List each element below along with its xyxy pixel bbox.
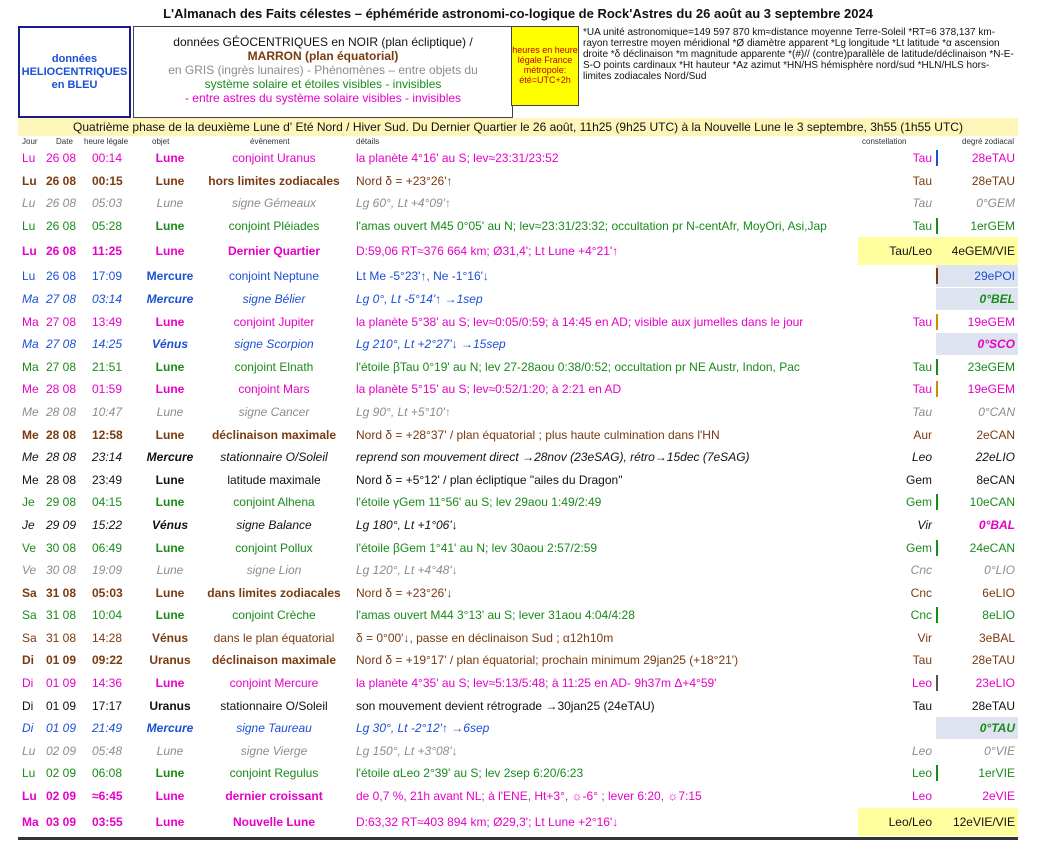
cell-date: 26 08 [46, 173, 77, 188]
geo-line-2: MARRON (plan équatorial) [247, 49, 399, 63]
geo-line-5: - entre astres du système solaire visibles - invisibles [184, 91, 462, 105]
cell-object: Lune [155, 676, 185, 691]
cell-day: Me [22, 472, 39, 487]
cell-constellation: Vir [917, 630, 932, 645]
cell-event: conjoint Mercure [229, 676, 319, 691]
constellation-marker [936, 314, 938, 330]
cell-object: Lune [155, 608, 185, 623]
phase-intro: Quatrième phase de la deuxième Lune d' Eté Nord / Hiver Sud. Du Dernier Quartier le 26 août, 11h25 (9h25 UTC) à la Nouvelle Lune le 3 septembre, 3h55 (1h55 UTC) [18, 118, 1018, 136]
cell-event: signe Vierge [240, 743, 308, 758]
abbrev-legend: *UA unité astronomique=149 597 870 km≈distance moyenne Terre-Soleil *RT=6 378,137 km-rayon terrestre moyen méridional *Ø diamètre apparent *Lg longitude *Lt latitude *α ascension droite *δ déclinaison *m magnitude apparente *(#)// (contre)parallèle de latitude/déclinaison *N-E-S-O points cardinaux *Ht hauteur *Az azimut *HN/HS hémisphère nord/sud *HLN/HLS hors-limites zodiacales Nord/Sud [583, 27, 1014, 82]
cell-object: Lune [155, 314, 185, 329]
cell-date: 31 08 [46, 585, 77, 600]
col-header-details: détails [356, 137, 380, 146]
cell-details: la planète 5°15' au S; lev≈0:52/1:20; à 2:21 en AD [356, 382, 622, 397]
cell-degree: 6eLIO [982, 585, 1015, 600]
cell-date: 02 09 [46, 789, 77, 804]
cell-event: hors limites zodiacales [208, 173, 340, 188]
cell-day: Ma [22, 314, 39, 329]
cell-object: Lune [155, 540, 185, 555]
cell-time: 21:51 [92, 359, 123, 374]
cell-event: signe Taureau [236, 721, 312, 736]
cell-object: Lune [155, 766, 185, 781]
cell-date: 28 08 [46, 472, 77, 487]
geo-line-3: en GRIS (ingrès lunaires) - Phénomènes – entre objets du [168, 63, 478, 77]
cell-event: Dernier Quartier [227, 244, 321, 259]
cell-constellation: Tau [912, 218, 932, 233]
cell-degree: 0°LIO [984, 563, 1015, 578]
cell-event: signe Gémeaux [231, 196, 317, 211]
cell-time: 14:28 [92, 630, 123, 645]
cell-day: Di [22, 676, 34, 691]
cell-day: Di [22, 653, 34, 668]
cell-event: signe Balance [236, 517, 312, 532]
cell-date: 31 08 [46, 608, 77, 623]
cell-details: l'amas ouvert M45 0°05' au N; lev≈23:31/23:32; occultation pr N-centAfr, MoyOri, Asi,Jap [356, 218, 827, 233]
table-row [18, 401, 1018, 424]
cell-constellation: Gem [905, 495, 932, 510]
cell-event: dernier croissant [225, 789, 323, 804]
table-row [18, 311, 1018, 334]
constellation-marker [936, 359, 938, 375]
cell-date: 30 08 [46, 563, 77, 578]
cell-object: Lune [155, 789, 185, 804]
cell-object: Uranus [149, 698, 191, 713]
cell-date: 02 09 [46, 743, 77, 758]
cell-details: δ = 0°00'↓, passe en déclinaison Sud ; α12h10m [356, 630, 614, 645]
cell-degree: 23eGEM [967, 359, 1015, 374]
cell-degree: 0°BEL [936, 288, 1018, 310]
cell-details: Nord δ = +28°37' / plan équatorial ; plus haute culmination dans l'HN [356, 427, 720, 442]
cell-constellation: Leo [911, 676, 932, 691]
constellation-marker [936, 381, 938, 397]
cell-date: 27 08 [46, 359, 77, 374]
cell-date: 26 08 [46, 244, 77, 259]
cell-details: son mouvement devient rétrograde →30jan25 (24eTAU) [356, 698, 655, 713]
cell-time: 17:17 [92, 698, 123, 713]
cell-details: Nord δ = +5°12' / plan écliptique "ailes du Dragon" [356, 472, 623, 487]
col-header-jour: Jour [22, 137, 38, 146]
cell-object: Lune [156, 743, 184, 758]
cell-date: 27 08 [46, 337, 77, 352]
cell-day: Me [22, 450, 39, 465]
cell-day: Lu [22, 789, 37, 804]
cell-time: 03:55 [92, 814, 123, 829]
geo-line-4: système solaire et étoiles visibles - invisibles [204, 77, 442, 91]
cell-degree: 2eVIE [982, 789, 1015, 804]
cell-object: Lune [155, 218, 185, 233]
cell-date: 27 08 [46, 314, 77, 329]
cell-degree: 8eCAN [976, 472, 1015, 487]
cell-details: Lg 60°, Lt +4°09'↑ [356, 196, 451, 211]
cell-degree: 28eTAU [971, 698, 1015, 713]
constellation-marker [936, 540, 938, 556]
cell-details: l'étoile αLeo 2°39' au S; lev 2sep 6:20/6:23 [356, 766, 584, 781]
cell-constellation: Leo [911, 450, 932, 465]
cell-degree: 3eBAL [978, 630, 1015, 645]
cell-constellation: Tau [912, 196, 932, 211]
cell-date: 29 09 [46, 517, 77, 532]
cell-details: l'étoile βTau 0°19' au N; lev 27-28aou 0:38/0:52; occultation pr NE Austr, Indon, Pac [356, 359, 800, 374]
cell-degree: 0°GEM [976, 196, 1015, 211]
cell-day: Ma [22, 359, 39, 374]
cell-time: 12:58 [92, 427, 123, 442]
cell-day: Ma [22, 337, 39, 352]
cell-object: Lune [155, 244, 185, 259]
table-row [18, 288, 1018, 311]
cell-time: 09:22 [92, 653, 123, 668]
cell-object: Lune [155, 427, 185, 442]
cell-day: Sa [22, 608, 37, 623]
cell-object: Lune [155, 382, 185, 397]
constellation-marker [936, 218, 938, 234]
table-row [18, 672, 1018, 695]
cell-object: Lune [155, 151, 185, 165]
cell-constellation: Cnc [910, 563, 932, 578]
cell-degree: 0°SCO [936, 333, 1018, 355]
cell-details: Lt Me -5°23'↑, Ne -1°16'↓ [356, 269, 489, 284]
cell-object: Lune [156, 196, 184, 211]
table-row [18, 446, 1018, 469]
cell-constellation: Aur [913, 427, 932, 442]
cell-details: Lg 150°, Lt +3°08'↓ [356, 743, 458, 758]
cell-date: 31 08 [46, 630, 77, 645]
cell-event: signe Lion [246, 563, 302, 578]
cell-degree: 1erGEM [970, 218, 1015, 233]
cell-details: l'amas ouvert M44 3°13' au S; lever 31aou 4:04/4:28 [356, 608, 635, 623]
cell-date: 01 09 [46, 653, 77, 668]
constellation-marker [936, 494, 938, 510]
cell-time: 15:22 [92, 517, 123, 532]
cell-event: conjoint Crèche [232, 608, 316, 623]
cell-object: Vénus [151, 337, 188, 352]
cell-day: Lu [22, 218, 36, 233]
cell-time: 05:48 [92, 743, 123, 758]
cell-day: Lu [22, 269, 36, 284]
cell-time: 00:14 [92, 151, 123, 165]
cell-date: 26 08 [46, 269, 77, 284]
cell-degree: 2eCAN [976, 427, 1015, 442]
cell-details: la planète 4°16' au S; lev≈23:31/23:52 [356, 151, 559, 165]
cell-constellation: Cnc [910, 585, 932, 600]
cell-degree: 10eCAN [969, 495, 1015, 510]
constellation-marker [936, 150, 938, 166]
cell-event: conjoint Uranus [232, 151, 316, 165]
cell-details: de 0,7 %, 21h avant NL; à l'ENE, Ht+3°, ☼-6° ; lever 6:20, ☼7:15 [356, 789, 702, 804]
cell-date: 03 09 [46, 814, 77, 829]
cell-event: latitude maximale [227, 472, 321, 487]
table-row [18, 192, 1018, 215]
cell-day: Ma [22, 291, 39, 306]
cell-day: Me [22, 404, 39, 419]
cell-degree: 4eGEM/VIE [936, 237, 1018, 265]
cell-day: Lu [22, 743, 36, 758]
table-row [18, 215, 1018, 238]
cell-details: reprend son mouvement direct →28nov (23eSAG), rétro→15dec (7eSAG) [356, 450, 750, 465]
cell-day: Me [22, 427, 39, 442]
cell-day: Lu [22, 196, 36, 211]
cell-date: 27 08 [46, 291, 77, 306]
col-header-constellation: constellation [862, 137, 907, 146]
table-row [18, 514, 1018, 537]
cell-object: Vénus [151, 630, 188, 645]
cell-constellation: Gem [905, 472, 932, 487]
cell-day: Lu [22, 244, 37, 259]
cell-day: Je [22, 495, 35, 510]
cell-time: 06:49 [92, 540, 123, 555]
helio-legend: données HELIOCENTRIQUES en BLEU [18, 26, 131, 118]
table-row [18, 740, 1018, 763]
cell-degree: 12eVIE/VIE [936, 808, 1018, 836]
cell-day: Di [22, 721, 34, 736]
cell-degree: 28eTAU [971, 173, 1015, 188]
table-row [18, 333, 1018, 356]
cell-date: 01 09 [46, 698, 77, 713]
header-panel [18, 26, 1018, 118]
cell-details: Nord δ = +23°26'↑ [356, 173, 453, 188]
cell-day: Me [22, 382, 39, 397]
cell-details: Lg 210°, Lt +2°27'↓ →15sep [356, 337, 506, 352]
bottom-rule [18, 837, 1018, 840]
cell-object: Mercure [146, 291, 194, 306]
cell-object: Lune [155, 814, 185, 829]
cell-date: 29 08 [46, 495, 77, 510]
cell-constellation: Tau [912, 173, 932, 188]
cell-event: signe Scorpion [234, 337, 314, 352]
cell-object: Lune [155, 359, 185, 374]
cell-degree: 22eLIO [975, 450, 1015, 465]
cell-details: Lg 30°, Lt -2°12'↑ →6sep [356, 721, 490, 736]
cell-degree: 0°TAU [936, 717, 1018, 739]
cell-day: Sa [22, 585, 37, 600]
table-row [18, 537, 1018, 560]
cell-time: 23:49 [92, 472, 123, 487]
constellation-marker [936, 268, 938, 284]
cell-constellation: Tau [912, 653, 932, 668]
table-row [18, 491, 1018, 514]
table-row [18, 265, 1018, 288]
table-row [18, 469, 1018, 492]
cell-object: Lune [155, 495, 185, 510]
cell-time: 00:15 [92, 173, 123, 188]
cell-time: 05:03 [92, 585, 123, 600]
cell-time: 19:09 [92, 563, 123, 578]
cell-degree: 0°VIE [984, 743, 1015, 758]
cell-degree: 8eLIO [982, 608, 1015, 623]
cell-event: conjoint Pléiades [228, 218, 320, 233]
cell-constellation: Tau/Leo [858, 237, 936, 265]
cell-details: la planète 5°38' au S; lev≈0:05/0:59; à 14:45 en AD; visible aux jumelles dans le jour [356, 314, 804, 329]
cell-constellation: Tau [912, 698, 932, 713]
table-row [18, 559, 1018, 582]
cell-day: Di [22, 698, 34, 713]
cell-object: Vénus [151, 517, 188, 532]
cell-day: Ve [22, 563, 37, 578]
table-row [18, 785, 1018, 808]
cell-constellation: Leo [911, 743, 932, 758]
table-row [18, 237, 1018, 265]
cell-object: Mercure [146, 450, 194, 465]
cell-date: 28 08 [46, 450, 77, 465]
cell-event: conjoint Regulus [229, 766, 319, 781]
cell-details: Lg 120°, Lt +4°48'↓ [356, 563, 458, 578]
table-row [18, 695, 1018, 718]
cell-object: Lune [155, 472, 185, 487]
cell-details: D:63,32 RT≈403 894 km; Ø29,3'; Lt Lune +2°16'↓ [356, 814, 619, 829]
cell-event: conjoint Elnath [234, 359, 314, 374]
cell-date: 30 08 [46, 540, 77, 555]
cell-time: 03:14 [92, 291, 123, 306]
cell-event: conjoint Jupiter [233, 314, 315, 329]
cell-time: 05:03 [92, 196, 123, 211]
cell-degree: 23eLIO [975, 676, 1015, 691]
col-header-heure: heure légale [84, 137, 129, 146]
constellation-marker [936, 607, 938, 623]
cell-time: 01:59 [92, 382, 123, 397]
cell-details: Lg 180°, Lt +1°06'↓ [356, 517, 458, 532]
cell-time: 21:49 [92, 721, 123, 736]
table-row [18, 170, 1018, 193]
table-row [18, 424, 1018, 447]
cell-event: conjoint Pollux [235, 540, 313, 555]
cell-constellation: Cnc [910, 608, 932, 623]
cell-event: conjoint Neptune [228, 269, 320, 284]
cell-day: Lu [22, 151, 36, 165]
cell-time: 17:09 [92, 269, 123, 284]
cell-object: Mercure [146, 721, 194, 736]
cell-time: 23:14 [92, 450, 123, 465]
cell-day: Je [22, 517, 35, 532]
cell-degree: 0°BAL [978, 517, 1015, 532]
cell-time: 06:08 [92, 766, 123, 781]
table-row [18, 717, 1018, 740]
cell-constellation: Leo [911, 789, 932, 804]
cell-day: Ve [22, 540, 37, 555]
geo-legend [133, 26, 513, 118]
events-table [18, 147, 1018, 836]
cell-object: Mercure [146, 269, 194, 284]
cell-time: 14:25 [92, 337, 123, 352]
cell-object: Lune [155, 173, 185, 188]
table-row [18, 378, 1018, 401]
cell-degree: 28eTAU [971, 653, 1015, 668]
cell-event: conjoint Mars [238, 382, 310, 397]
page-title: L'Almanach des Faits célestes – éphéméride astronomi-co-logique de Rock'Astres du 26 août au 3 septembre 2024 [163, 6, 873, 21]
cell-constellation: Tau [912, 314, 932, 329]
cell-details: Lg 90°, Lt +5°10'↑ [356, 404, 451, 419]
cell-degree: 19eGEM [967, 382, 1015, 397]
cell-constellation: Leo [911, 766, 932, 781]
cell-event: stationnaire O/Soleil [220, 698, 328, 713]
cell-details: Lg 0°, Lt -5°14'↑ →1sep [356, 291, 483, 306]
constellation-marker [936, 675, 938, 691]
cell-constellation: Vir [917, 517, 932, 532]
cell-object: Lune [156, 563, 184, 578]
cell-date: 26 08 [46, 196, 77, 211]
cell-degree: 1erVIE [978, 766, 1015, 781]
cell-event: Nouvelle Lune [232, 814, 315, 829]
cell-details: la planète 4°35' au S; lev≈5:13/5:48; à 11:25 en AD- 9h37m Δ+4°59' [356, 676, 717, 691]
cell-details: l'étoile γGem 11°56' au S; lev 29aou 1:49/2:49 [356, 495, 602, 510]
cell-object: Uranus [149, 653, 191, 668]
cell-time: ≈6:45 [92, 789, 123, 804]
cell-date: 28 08 [46, 404, 77, 419]
cell-constellation: Tau [912, 151, 932, 165]
cell-constellation: Gem [905, 540, 932, 555]
cell-details: l'étoile βGem 1°41' au N; lev 30aou 2:57/2:59 [356, 540, 598, 555]
cell-event: déclinaison maximale [211, 427, 337, 442]
cell-day: Ma [22, 814, 39, 829]
table-row [18, 582, 1018, 605]
cell-date: 28 08 [46, 427, 77, 442]
cell-time: 10:47 [92, 404, 123, 419]
table-row [18, 627, 1018, 650]
cell-time: 04:15 [92, 495, 123, 510]
cell-event: signe Cancer [238, 404, 310, 419]
cell-degree: 0°CAN [978, 404, 1015, 419]
cell-object: Lune [155, 585, 185, 600]
cell-constellation: Tau [912, 359, 932, 374]
cell-date: 26 08 [46, 151, 77, 165]
cell-degree: 19eGEM [967, 314, 1015, 329]
cell-details: Nord δ = +19°17' / plan équatorial; prochain minimum 29jan25 (+18°21') [356, 653, 739, 668]
cell-degree: 28eTAU [971, 151, 1015, 165]
cell-time: 13:49 [92, 314, 123, 329]
table-row [18, 762, 1018, 785]
cell-date: 01 09 [46, 721, 77, 736]
cell-date: 26 08 [46, 218, 77, 233]
cell-constellation: Tau [912, 404, 932, 419]
col-header-degre: degré zodiacal [962, 137, 1015, 146]
cell-day: Sa [22, 630, 37, 645]
cell-date: 02 09 [46, 766, 77, 781]
cell-degree: 29ePOI [936, 265, 1018, 287]
cell-time: 05:28 [92, 218, 123, 233]
table-row [18, 649, 1018, 672]
time-legend: heures en heure légale France métropole: été=UTC+2h [511, 26, 579, 106]
cell-details: Nord δ = +23°26'↓ [356, 585, 453, 600]
cell-event: dans limites zodiacales [207, 585, 341, 600]
cell-event: stationnaire O/Soleil [220, 450, 328, 465]
cell-date: 28 08 [46, 382, 77, 397]
cell-day: Lu [22, 766, 36, 781]
col-header-objet: objet [152, 137, 170, 146]
cell-event: dans le plan équatorial [213, 630, 335, 645]
cell-date: 01 09 [46, 676, 77, 691]
cell-event: conjoint Alhena [233, 495, 315, 510]
cell-day: Lu [22, 173, 37, 188]
cell-degree: 24eCAN [969, 540, 1015, 555]
cell-event: déclinaison maximale [211, 653, 337, 668]
table-row [18, 604, 1018, 627]
table-row [18, 356, 1018, 379]
cell-details: D:59,06 RT≈376 664 km; Ø31,4'; Lt Lune +4°21'↑ [356, 244, 619, 259]
cell-time: 10:04 [92, 608, 123, 623]
cell-time: 11:25 [92, 244, 123, 259]
cell-object: Lune [156, 404, 184, 419]
col-header-date: Date [56, 137, 73, 146]
table-row [18, 147, 1018, 170]
cell-time: 14:36 [92, 676, 123, 691]
constellation-marker [936, 765, 938, 781]
cell-constellation: Tau [912, 382, 932, 397]
table-row [18, 808, 1018, 836]
cell-event: signe Bélier [242, 291, 306, 306]
col-header-evenement: évènement [250, 137, 290, 146]
geo-line-1: données GÉOCENTRIQUES en NOIR (plan écliptique) / [173, 35, 473, 49]
cell-constellation: Leo/Leo [858, 808, 936, 836]
